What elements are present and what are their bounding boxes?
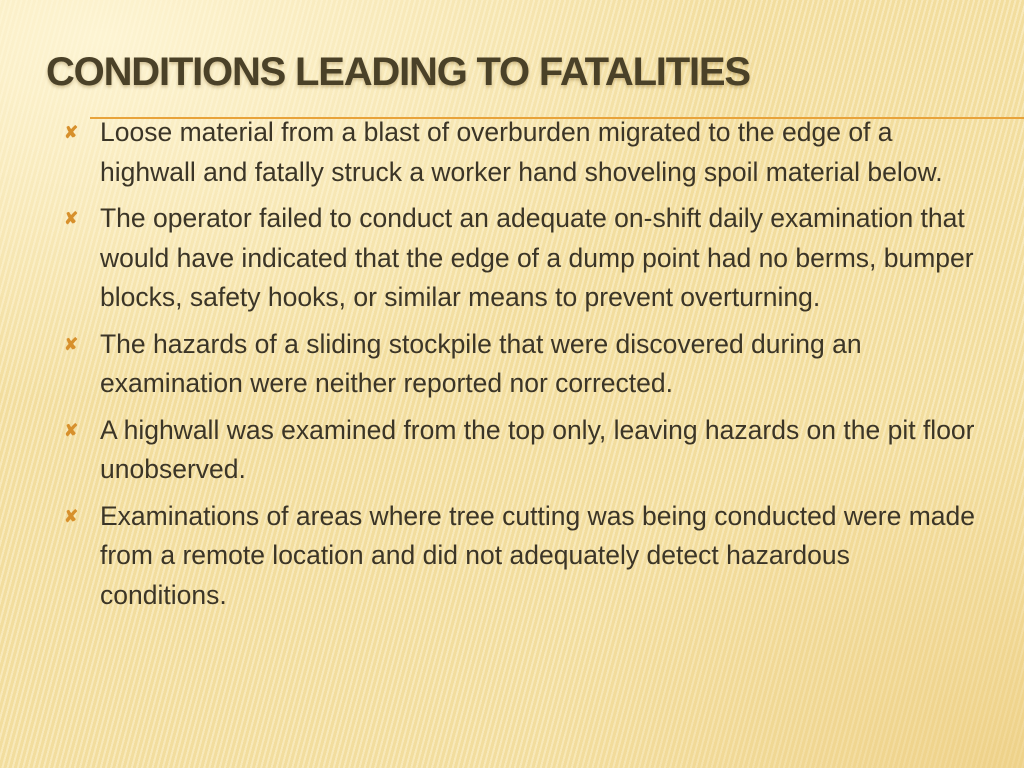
bullet-item [60, 411, 980, 490]
x-mark-icon: ✘ [64, 420, 79, 440]
bullet-text: Examinations of areas where tree cutting was being conducted were made from a remote location and did not adequately detect hazardous conditions. [100, 500, 975, 610]
bullet-text: A highwall was examined from the top only, leaving hazards on the pit floor unobserved. [100, 414, 975, 484]
bullet-item [60, 113, 980, 192]
bullet-text: The operator failed to conduct an adequate on-shift daily examination that would have indicated that the edge of a dump point had no berms, bumper blocks, safety hooks, or similar means to prevent overturning. [100, 203, 974, 312]
bullet-item [60, 325, 980, 404]
bullet-text: Loose material from a blast of overburden migrated to the edge of a highwall and fatally struck a worker hand shoveling spoil material below. [100, 117, 943, 187]
x-mark-icon: ✘ [64, 334, 79, 354]
x-mark-icon: ✘ [64, 506, 79, 526]
slide-title: CONDITIONS LEADING TO FATALITIES [46, 50, 750, 94]
bullet-list [60, 113, 980, 622]
x-mark-icon: ✘ [64, 123, 79, 142]
bullet-item [60, 199, 980, 318]
bullet-text: The hazards of a sliding stockpile that were discovered during an examination were neither reported nor corrected. [100, 328, 862, 398]
bullet-item [60, 497, 980, 616]
x-mark-icon: ✘ [64, 209, 79, 228]
